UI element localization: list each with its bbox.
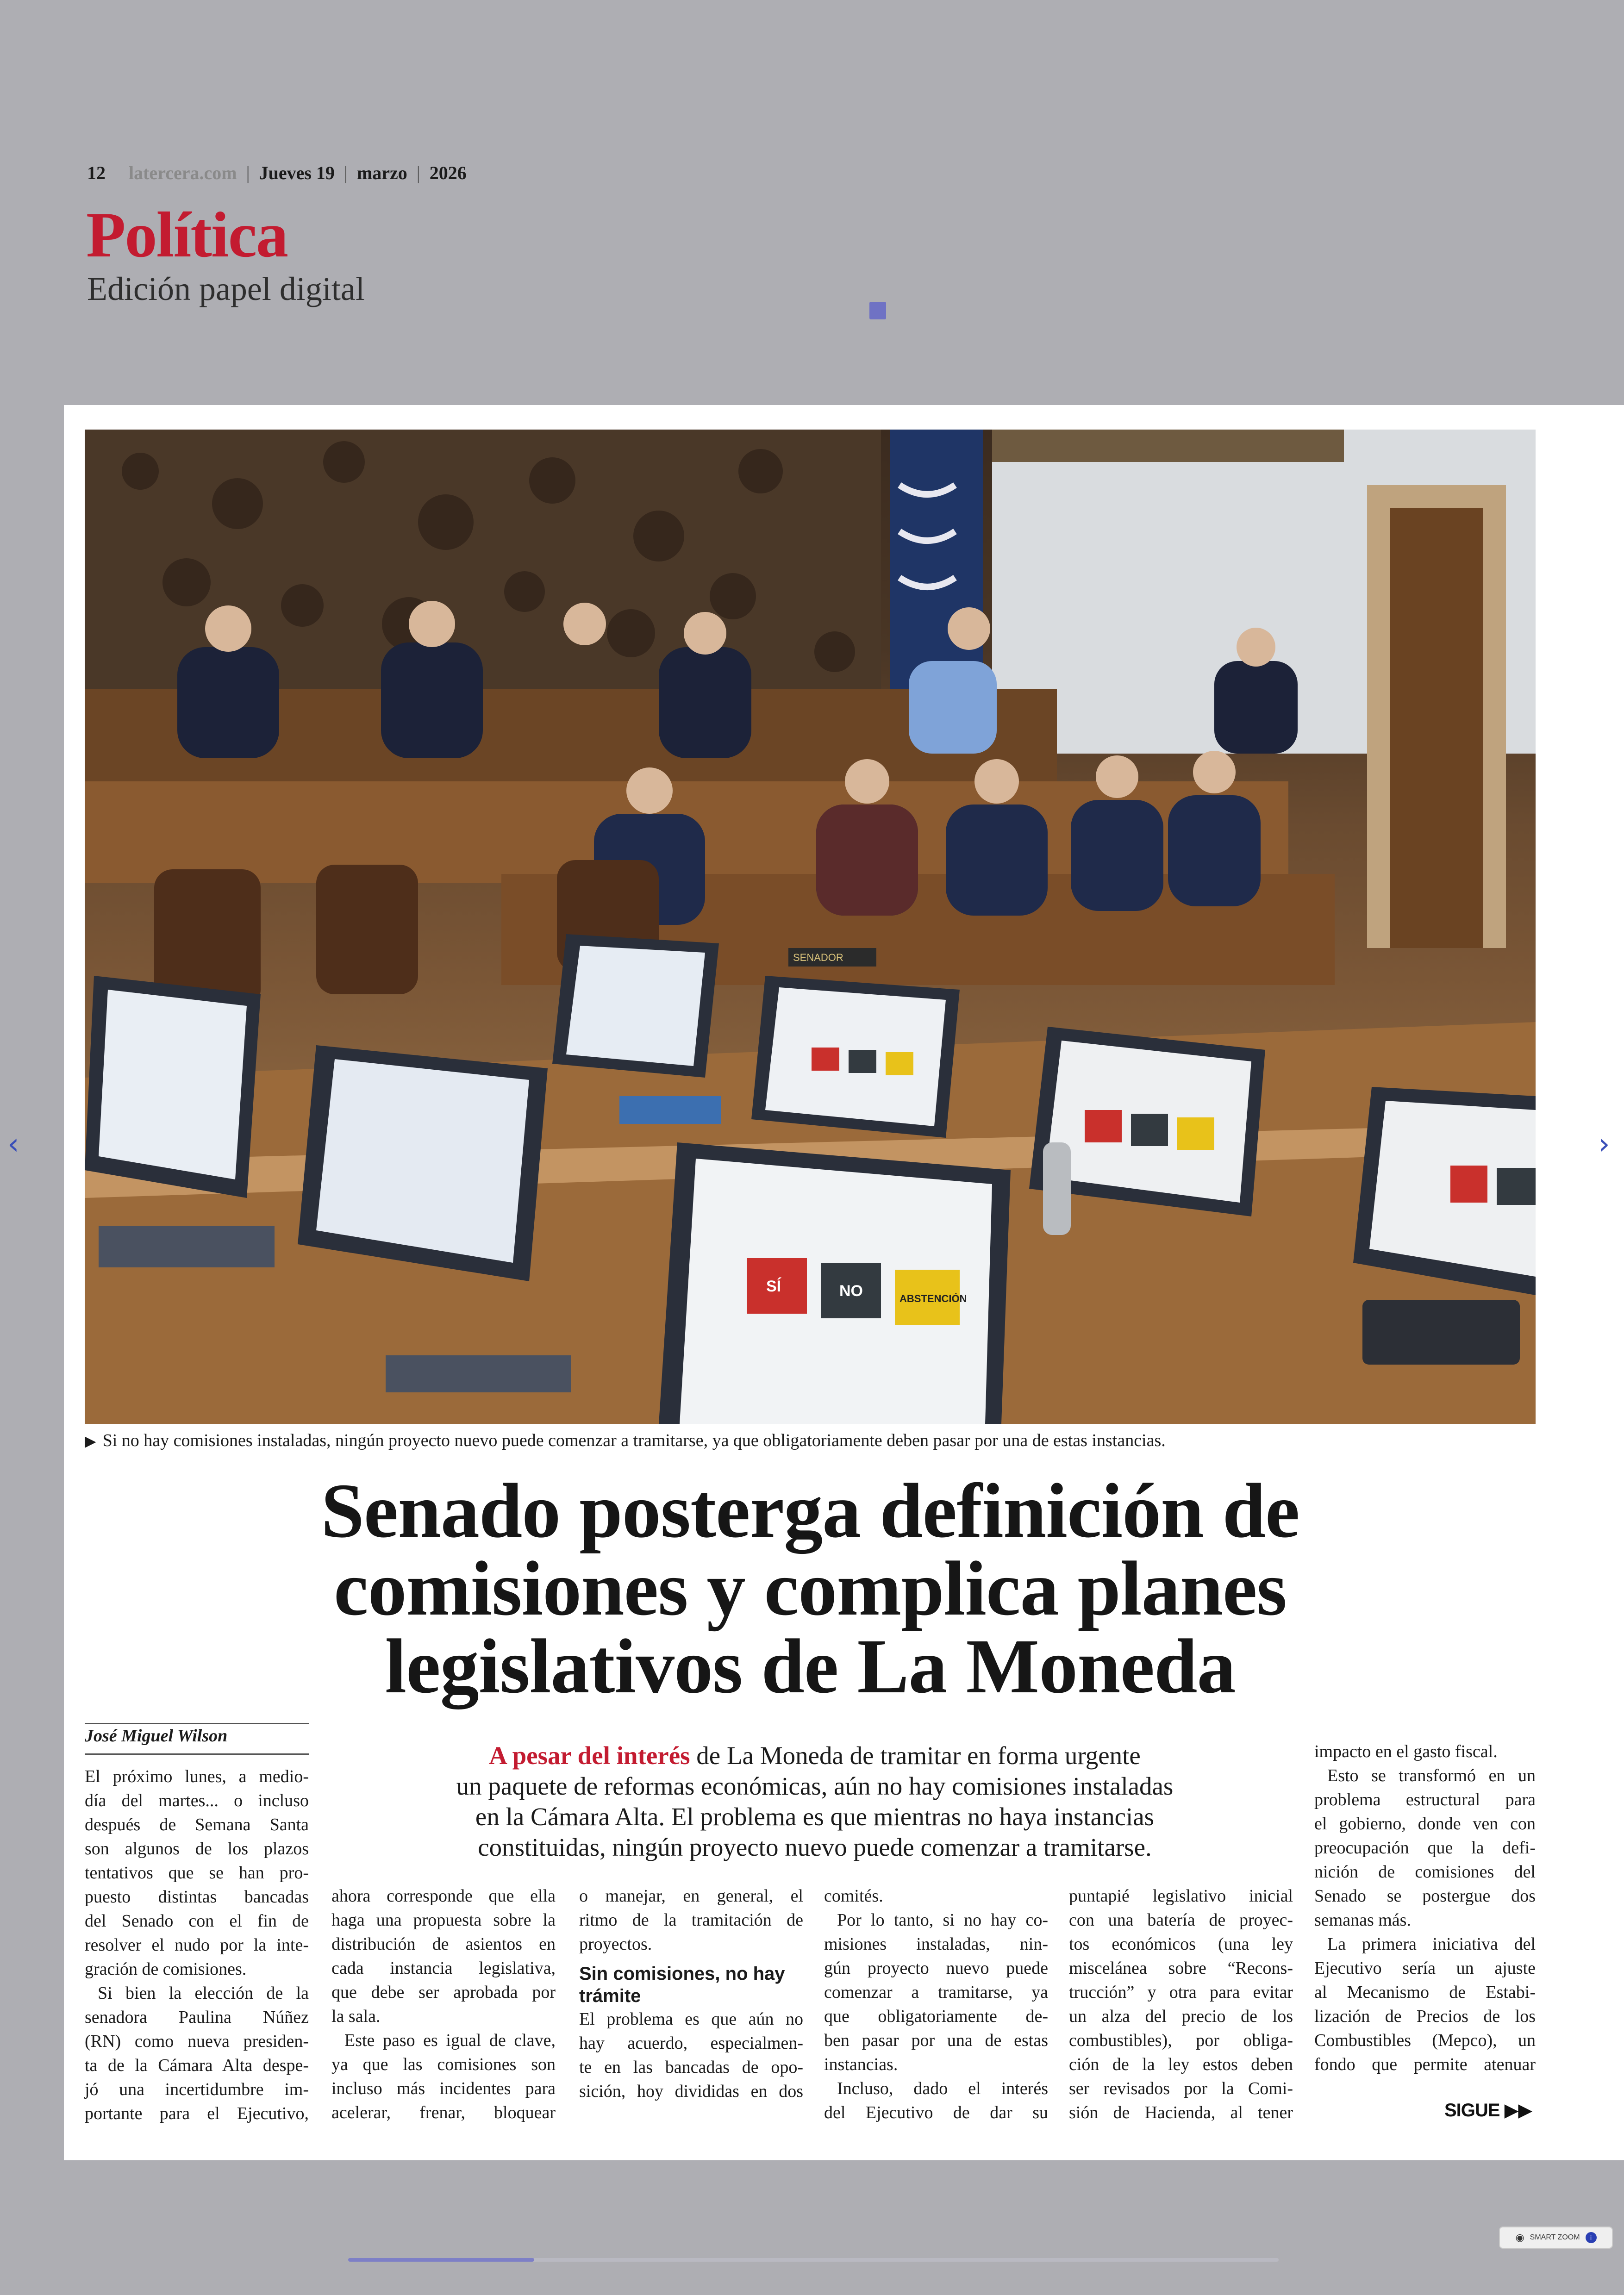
lead-kicker: A pesar del interés	[489, 1741, 690, 1770]
body-line: ser revisados por la Comi-	[1069, 2079, 1293, 2098]
body-line: Este paso es igual de clave,	[344, 2031, 556, 2050]
body-line: Incluso, dado el interés	[837, 2079, 1048, 2098]
body-line: ben pasar por una de estas	[824, 2031, 1048, 2050]
body-column-1	[85, 1765, 309, 2126]
smart-zoom-button[interactable]	[1499, 2226, 1613, 2249]
body-line: Si bien la elección de la	[98, 1983, 309, 2003]
body-line: ya que las comisiones son	[331, 2055, 556, 2074]
body-line: fondo que permite atenuar	[1314, 2055, 1536, 2074]
body-line: comenzar a tramitarse, ya	[824, 1983, 1048, 2002]
body-line: nición de comisiones del	[1314, 1862, 1536, 1882]
body-line: te en las bancadas de opo-	[579, 2058, 803, 2077]
article-photo	[85, 430, 1536, 1424]
body-line: Esto se transformó en un	[1327, 1766, 1536, 1785]
body-line: El próximo lunes, a medio-	[85, 1767, 309, 1786]
caption-text: Si no hay comisiones instaladas, ningún proyecto nuevo puede comenzar a tramitarse, ya que obligatoriamente deben pasar por una de estas instancias.	[102, 1431, 1166, 1450]
body-line: jó una incertidumbre im-	[85, 2080, 309, 2099]
body-line: miscelánea sobre “Recons-	[1069, 1958, 1293, 1978]
issue-month: marzo	[356, 162, 407, 183]
body-column-4	[824, 1884, 1048, 2125]
body-line: comités.	[824, 1886, 883, 1906]
body-line: gración de comisiones.	[85, 1959, 247, 1979]
body-line: Ejecutivo sería un ajuste	[1314, 1958, 1536, 1978]
body-line: trucción” y otra para evitar	[1069, 1983, 1293, 2002]
body-line: lización de Precios de los	[1314, 2007, 1536, 2026]
body-line: El problema es que aún no	[579, 2009, 803, 2029]
body-line: día del martes... o incluso	[85, 1791, 309, 1810]
body-line: ritmo de la tramitación de	[579, 1910, 803, 1930]
body-line: Por lo tanto, si no hay co-	[837, 1910, 1048, 1930]
nameplate-text: SENADOR	[793, 952, 843, 963]
body-line: sición, hoy divididas en dos	[579, 2082, 803, 2101]
body-line: portante para el Ejecutivo,	[85, 2104, 309, 2123]
byline: José Miguel Wilson	[85, 1726, 228, 1746]
page-header-line: 12 latercera.com | Jueves 19 | marzo | 2026	[87, 162, 467, 183]
screen-yes-label: SÍ	[766, 1278, 781, 1295]
screen-no-label: NO	[839, 1282, 863, 1300]
body-line: semanas más.	[1314, 1910, 1411, 1930]
lead-line: de La Moneda de tramitar en forma urgente	[690, 1741, 1141, 1770]
lead-line: constituidas, ningún proyecto nuevo puede comenzar a tramitarse.	[478, 1833, 1152, 1861]
eye-icon: ◉	[1515, 2232, 1524, 2243]
screen-abstention-label: ABSTENCIÓN	[899, 1293, 967, 1304]
body-line: que debe ser aprobada por	[331, 1983, 556, 2002]
subhead-line: trámite	[579, 1986, 641, 2006]
body-line: incluso más incidentes para	[331, 2079, 556, 2098]
body-line: un alza del precio de los	[1069, 2007, 1293, 2026]
body-line: proyectos.	[579, 1934, 652, 1954]
body-line: hay acuerdo, especialmen-	[579, 2033, 803, 2053]
page-marker-icon[interactable]	[869, 302, 886, 319]
body-line: puesto distintas bancadas	[85, 1887, 309, 1907]
body-line: haga una propuesta sobre la	[331, 1910, 556, 1930]
body-line: ta de la Cámara Alta despe-	[85, 2056, 309, 2075]
body-line: Combustibles (Mepco), un	[1314, 2031, 1536, 2050]
column-subhead	[579, 1963, 803, 2007]
body-line: sión de Hacienda, al tener	[1069, 2103, 1293, 2122]
body-line: la sala.	[331, 2007, 381, 2026]
body-line: que obligatoriamente de-	[824, 2007, 1048, 2026]
body-line: del Ejecutivo de dar su	[824, 2103, 1048, 2122]
chevron-right-icon[interactable]: ›	[1598, 1127, 1610, 1161]
article-headline	[85, 1468, 1536, 1709]
body-line: combustibles), por obliga-	[1069, 2031, 1293, 2050]
site-name: latercera.com	[129, 162, 237, 183]
edition-subtitle: Edición papel digital	[87, 270, 365, 307]
photo-caption	[85, 1430, 1536, 1451]
continue-label[interactable]: SIGUE ▶▶	[1444, 2100, 1532, 2120]
issue-day: Jueves 19	[259, 162, 335, 183]
body-line: distribución de asientos en	[331, 1934, 556, 1954]
body-column-2	[331, 1884, 556, 2125]
smart-zoom-label: SMART ZOOM	[1530, 2233, 1580, 2241]
body-line: problema estructural para	[1314, 1790, 1536, 1809]
body-line: puntapié legislativo inicial	[1069, 1886, 1293, 1906]
byline-divider	[85, 1753, 309, 1755]
body-line: senadora Paulina Núñez	[85, 2008, 309, 2027]
body-line: Senado se postergue dos	[1314, 1886, 1536, 1906]
lead-line: en la Cámara Alta. El problema es que mientras no haya instancias	[475, 1802, 1155, 1831]
body-line: acelerar, frenar, bloquear	[331, 2103, 556, 2122]
body-line: ahora corresponde que ella	[331, 1886, 556, 1906]
page-number: 12	[87, 162, 106, 183]
body-column-5	[1069, 1884, 1293, 2125]
chevron-left-icon[interactable]: ‹	[7, 1127, 19, 1161]
body-line: con una batería de proyec-	[1069, 1910, 1293, 1930]
body-line: al Mecanismo de Estabi-	[1314, 1983, 1536, 2002]
caption-marker-icon: ▶	[85, 1433, 96, 1449]
body-line: tentativos que se han pro-	[85, 1863, 309, 1883]
senate-chamber-illustration	[85, 430, 1536, 1424]
body-line: instancias.	[824, 2055, 898, 2074]
body-line: cada instancia legislativa,	[331, 1958, 556, 1978]
body-line: tos económicos (una ley	[1069, 1934, 1293, 1954]
body-column-6	[1314, 1740, 1536, 2077]
headline-line: legislativos de La Moneda	[385, 1623, 1236, 1709]
section-title: Política	[86, 199, 287, 271]
body-line: gún proyecto nuevo puede	[824, 1958, 1048, 1978]
body-line: después de Semana Santa	[85, 1815, 309, 1834]
byline-divider	[85, 1723, 309, 1724]
body-line: misiones instaladas, nin-	[824, 1934, 1048, 1954]
body-line: impacto en el gasto fiscal.	[1314, 1742, 1498, 1761]
body-line: del Senado con el fin de	[85, 1911, 309, 1931]
body-line: La primera iniciativa del	[1327, 1934, 1536, 1954]
headline-line: comisiones y complica planes	[334, 1546, 1287, 1632]
lead-line: un paquete de reformas económicas, aún no hay comisiones instaladas	[456, 1772, 1174, 1800]
article-lead	[324, 1740, 1305, 1863]
body-line: (RN) como nueva presiden-	[85, 2032, 309, 2051]
body-line: resolver el nudo por la inte-	[85, 1935, 309, 1955]
body-line: son algunos de los plazos	[85, 1839, 309, 1858]
page-progress-fill	[348, 2258, 534, 2262]
body-line: preocupación que la defi-	[1314, 1838, 1536, 1858]
body-line: ción de la ley estos deben	[1069, 2055, 1293, 2074]
body-line: o manejar, en general, el	[579, 1886, 803, 1906]
body-column-3	[579, 1884, 803, 2103]
subhead-line: Sin comisiones, no hay	[579, 1964, 785, 1984]
issue-year: 2026	[429, 162, 467, 183]
headline-line: Senado posterga definición de	[321, 1468, 1299, 1554]
info-icon: i	[1586, 2232, 1597, 2243]
body-line: el gobierno, donde ven con	[1314, 1814, 1536, 1834]
